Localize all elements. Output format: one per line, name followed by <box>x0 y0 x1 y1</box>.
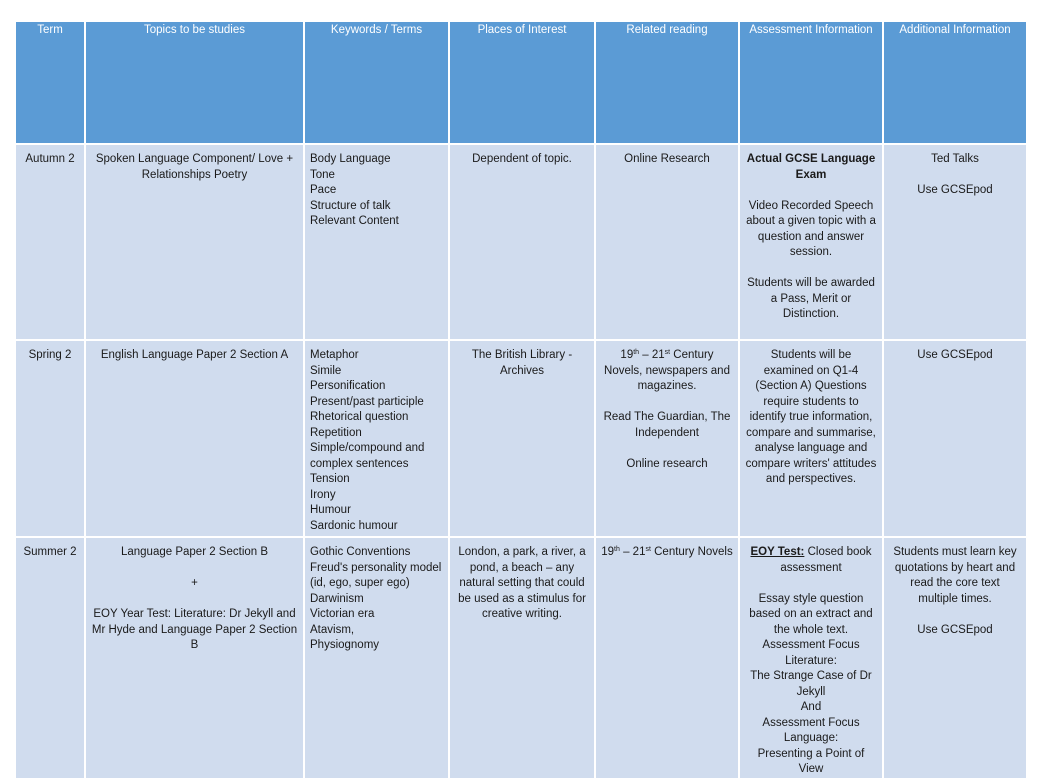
header-term: Term <box>15 21 85 144</box>
assessment-text: Language: <box>783 732 839 744</box>
keyword: Present/past participle <box>310 395 424 408</box>
reading-cell <box>595 144 739 340</box>
reading-cell <box>595 340 739 537</box>
keyword: Metaphor <box>310 349 359 361</box>
assessment-title: Actual GCSE Language Exam <box>746 153 876 181</box>
assessment-cell <box>739 537 883 779</box>
header-additional: Additional Information <box>883 21 1027 144</box>
assessment-label: EOY Test: <box>750 546 805 558</box>
keyword: Personification <box>310 380 386 392</box>
reading-text: 19th – 21st Century Novels, newspapers and magazines. <box>604 349 730 392</box>
reading-text: Online research <box>626 457 708 470</box>
keyword: Body Language <box>310 153 391 165</box>
keyword: Simile <box>310 364 342 377</box>
header-places: Places of Interest <box>449 21 595 144</box>
keyword: Repetition <box>310 426 362 439</box>
additional-cell <box>883 537 1027 779</box>
curriculum-table <box>14 20 1028 780</box>
additional-cell <box>883 144 1027 340</box>
table-row-summer-2 <box>15 537 1027 779</box>
additional-text: Students must learn key quotations by heart and read the core text multiple times. <box>893 546 1017 605</box>
places-cell <box>449 537 595 779</box>
topic-text: + <box>191 577 198 589</box>
keyword: Atavism, <box>310 623 355 636</box>
reading-text: Online Research <box>624 153 710 165</box>
additional-text: Use GCSEpod <box>917 349 993 361</box>
keyword: Simple/compound and complex sentences <box>310 442 425 470</box>
assessment-text: Literature: <box>785 654 837 667</box>
assessment-text: The Strange Case of Dr Jekyll <box>750 670 872 698</box>
keyword: Physiognomy <box>310 639 380 651</box>
keyword: Humour <box>310 504 351 516</box>
term-cell: Autumn 2 <box>15 144 85 340</box>
additional-text: Use GCSEpod <box>917 184 993 196</box>
assessment-cell <box>739 340 883 537</box>
assessment-text: Students will be examined on Q1-4 (Section A) Questions require students to identify true information, compare and summarise, analyse language and compare writers' attitudes and perspectives. <box>745 349 877 485</box>
topics-cell <box>85 537 304 779</box>
keyword: Relevant Content <box>310 215 399 227</box>
places-text: Dependent of topic. <box>472 153 572 165</box>
keyword: Rhetorical question <box>310 411 409 423</box>
keyword: Victorian era <box>310 608 375 620</box>
header-topics: Topics to be studies <box>85 21 304 144</box>
header-reading: Related reading <box>595 21 739 144</box>
keyword: Gothic Conventions <box>310 546 411 558</box>
keyword: Tension <box>310 473 350 485</box>
assessment-text: Students will be awarded a Pass, Merit or Distinction. <box>747 277 875 320</box>
assessment-text: Presenting a Point of View <box>757 747 865 775</box>
assessment-text: Assessment Focus <box>762 716 860 729</box>
assessment-text: Video Recorded Speech about a given topic with a question and answer session. <box>746 199 876 258</box>
header-assessment: Assessment Information <box>739 21 883 144</box>
table-row-spring-2 <box>15 340 1027 537</box>
keyword: Tone <box>310 168 335 181</box>
keyword: Darwinism <box>310 592 364 605</box>
keywords-cell <box>304 144 449 340</box>
keywords-cell <box>304 537 449 779</box>
reading-text: Read The Guardian, The Independent <box>603 411 731 439</box>
keyword: Sardonic humour <box>310 519 398 532</box>
places-text: The British Library - Archives <box>471 349 573 377</box>
assessment-heading: EOY Test: Closed book assessment <box>750 546 872 574</box>
keyword: Irony <box>310 488 336 501</box>
term-cell: Spring 2 <box>15 340 85 537</box>
places-text: London, a park, a river, a pond, a beach – any natural setting that could be used as a stimulus for creative writing. <box>458 546 586 620</box>
assessment-text: Essay style question based on an extract and the whole text. <box>749 592 873 636</box>
topic-text: English Language Paper 2 Section A <box>100 349 289 361</box>
term-cell: Summer 2 <box>15 537 85 779</box>
topics-cell <box>85 340 304 537</box>
header-row <box>15 21 1027 144</box>
places-cell <box>449 144 595 340</box>
topic-text: Language Paper 2 Section B <box>120 546 269 558</box>
additional-text: Use GCSEpod <box>917 623 993 636</box>
topic-text: EOY Year Test: Literature: Dr Jekyll and Mr Hyde and Language Paper 2 Section B <box>91 608 298 651</box>
topics-cell <box>85 144 304 340</box>
places-cell <box>449 340 595 537</box>
reading-cell <box>595 537 739 779</box>
assessment-text: And <box>800 701 822 713</box>
topic-text: Spoken Language Component/ Love + Relationships Poetry <box>95 153 294 181</box>
reading-text: 19th – 21st Century Novels <box>601 546 733 558</box>
keyword: Pace <box>310 184 337 196</box>
assessment-cell <box>739 144 883 340</box>
additional-cell <box>883 340 1027 537</box>
additional-text: Ted Talks <box>931 153 979 165</box>
keyword: Structure of talk <box>310 199 391 212</box>
assessment-text: Assessment Focus <box>762 639 860 651</box>
table-row-autumn-2 <box>15 144 1027 340</box>
keyword: Freud's personality model (id, ego, super ego) <box>310 561 442 589</box>
keywords-cell <box>304 340 449 537</box>
header-keywords: Keywords / Terms <box>304 21 449 144</box>
